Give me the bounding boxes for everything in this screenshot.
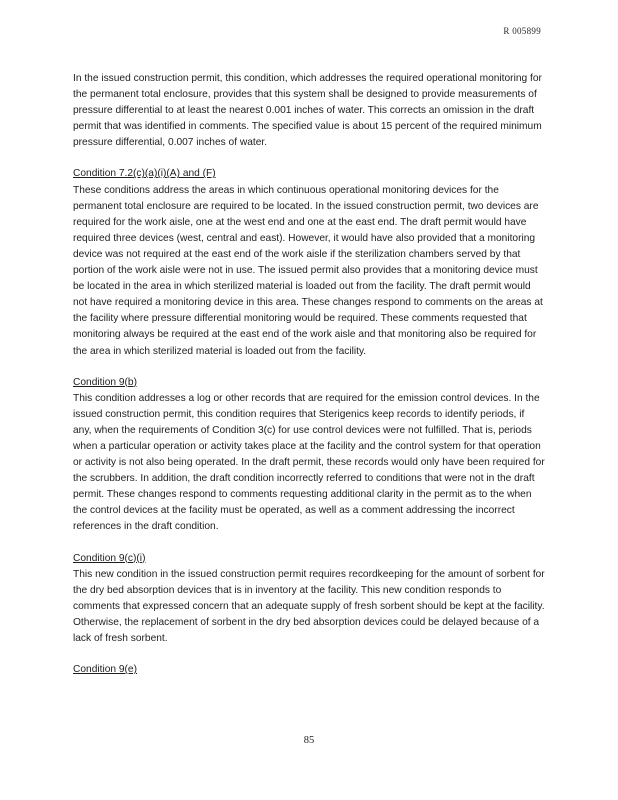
section-condition-9ci xyxy=(73,551,545,648)
section-heading: Condition 7.2(c)(a)(i)(A) and (F) xyxy=(73,168,216,180)
section-heading: Condition 9(b) xyxy=(73,376,137,388)
section-heading: Condition 9(e) xyxy=(73,664,137,676)
section-condition-9b xyxy=(73,375,545,536)
page-number: 85 xyxy=(303,735,315,746)
page-body xyxy=(73,71,545,678)
section-condition-7-2 xyxy=(73,166,545,359)
section-heading: Condition 9(c)(i) xyxy=(73,552,146,564)
section-paragraph: This condition addresses a log or other records that are required for the emission control devices. In the issued construction permit, this condition requires that Sterigenics keep records to identify periods, if any, when the requirements of Condition 3(c) for use control devices were not fulfilled. That is, periods when a particular operation or activity takes place at the facility and the control system for that operation or activity is not also being operated. In the draft permit, these records would only have been required for the scrubbers. In addition, the draft condition incorrectly referred to conditions that were not in the draft permit. These changes respond to comments requesting additional clarity in the permit as to the when the control devices at the facility must be operated, as well as a comment addressing the incorrect references in the draft condition. xyxy=(73,392,545,533)
intro-paragraph: In the issued construction permit, this condition, which addresses the required operational monitoring for the permanent total enclosure, provides that this system shall be designed to provide measurements of pressure differential to at least the nearest 0.001 inches of water. This corrects an omission in the draft permit that was identified in comments. The specified value is about 15 percent of the required minimum pressure differential, 0.007 inches of water. xyxy=(73,73,542,149)
section-paragraph: These conditions address the areas in which continuous operational monitoring devices for the permanent total enclosure are required to be located. In the issued construction permit, two devices are required for the work aisle, one at the west end and one at the east end. The draft permit would have required three devices (west, central and east). However, it would have also provided that a monitoring device was not required at the east end of the work aisle if the sterilization chambers served by that portion of the work aisle were not in use. The issued permit also provides that a monitoring device must be located in the area in which sterilized material is loaded out from the facility. The draft permit would not have required a monitoring device in this area. These changes respond to comments on the areas at the facility where pressure differential monitoring would be required. These comments requested that monitoring always be required at the east end of the work aisle and that monitoring also be required for the area in which sterilized material is loaded out from the facility. xyxy=(73,184,543,357)
section-paragraph: This new condition in the issued construction permit requires recordkeeping for the amount of sorbent for the dry bed absorption devices that is in inventory at the facility. This new condition responds to comments that expressed concern that an adequate supply of fresh sorbent should be kept at the facility. Otherwise, the replacement of sorbent in the dry bed absorption devices could be delayed because of a lack of fresh sorbent. xyxy=(73,568,545,644)
section-condition-9e xyxy=(73,662,545,678)
bates-number: R 005899 xyxy=(503,26,541,36)
